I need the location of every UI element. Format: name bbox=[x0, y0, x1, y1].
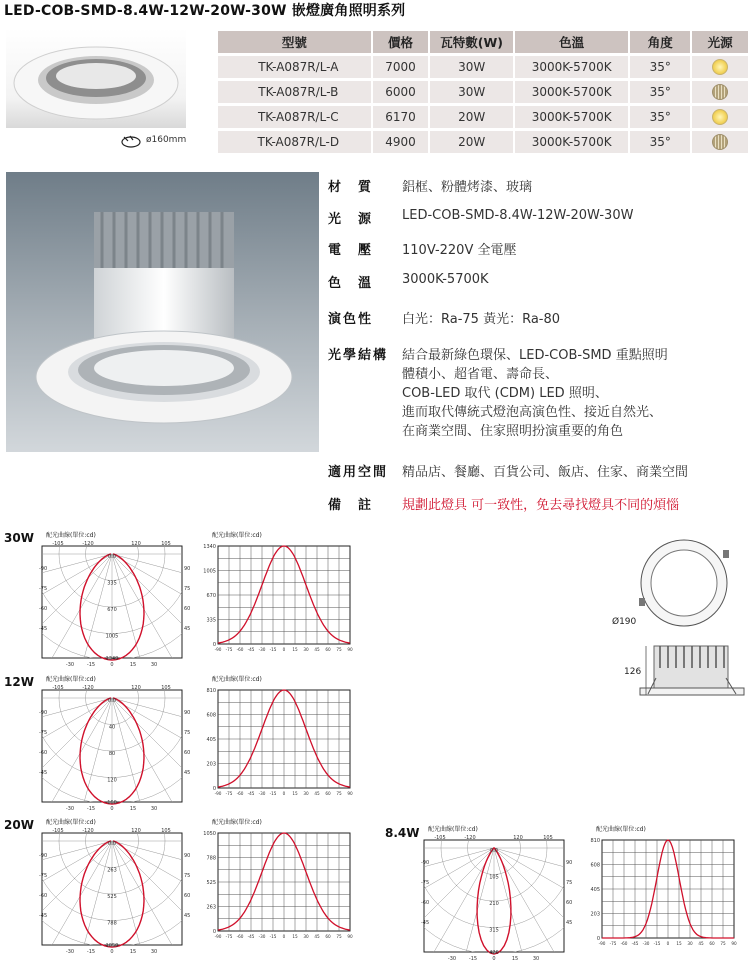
angle-tick-label: 60 bbox=[184, 606, 191, 612]
radial-tick-label: 40 bbox=[108, 724, 116, 731]
angle-tick-label: 120 bbox=[513, 835, 523, 841]
angle-tick-label: -120 bbox=[82, 828, 94, 834]
x-tick-label: -60 bbox=[236, 934, 244, 939]
angle-tick-label: -15 bbox=[86, 949, 96, 955]
angle-tick-label: 75 bbox=[184, 873, 191, 879]
angle-tick-label: -60 bbox=[39, 750, 48, 756]
cartesian-distribution-chart bbox=[582, 834, 744, 954]
cct-cell: 3000K-5700K bbox=[515, 131, 630, 153]
angle-tick-label: 60 bbox=[184, 893, 191, 899]
y-tick-label: 810 bbox=[206, 688, 216, 694]
property-value: 精品店、餐廳、百貨公司、飯店、住家、商業空間 bbox=[402, 465, 689, 480]
col-watt: 瓦特數(W) bbox=[430, 31, 515, 53]
property-value: 白光：Ra-75 黃光：Ra-80 bbox=[402, 312, 561, 327]
y-tick-label: 810 bbox=[590, 838, 600, 844]
x-tick-label: -45 bbox=[247, 647, 255, 652]
x-tick-label: -30 bbox=[258, 791, 266, 796]
x-tick-label: -90 bbox=[214, 934, 222, 939]
angle-tick-label: -30 bbox=[65, 949, 75, 955]
property-value: 規劃此燈具 可一致性，免去尋找燈具不同的煩惱 bbox=[402, 498, 680, 513]
radial-tick-label: 0.0 bbox=[108, 554, 116, 560]
radial-tick-label: 0.0 bbox=[490, 848, 498, 854]
source-cell bbox=[692, 106, 750, 128]
angle-tick-label: -15 bbox=[86, 806, 96, 812]
x-tick-label: -30 bbox=[258, 647, 266, 652]
y-tick-label: 788 bbox=[206, 855, 216, 862]
angle-tick-label: -75 bbox=[39, 873, 48, 879]
chart-caption: 配光曲線(單位:cd) bbox=[212, 676, 262, 683]
price-cell: 4900 bbox=[373, 131, 431, 153]
watt-cell: 30W bbox=[430, 56, 515, 78]
cartesian-distribution-chart bbox=[198, 827, 360, 947]
x-tick-label: 30 bbox=[303, 934, 309, 939]
spec-table bbox=[218, 28, 750, 156]
light-source-warm-icon bbox=[712, 59, 728, 75]
angle-tick-label: 0 bbox=[110, 949, 114, 955]
dimension-diameter: Ø190 bbox=[612, 617, 637, 627]
x-tick-label: -90 bbox=[214, 647, 222, 652]
table-row bbox=[218, 106, 750, 128]
x-tick-label: 90 bbox=[347, 647, 353, 652]
angle-tick-label: -30 bbox=[447, 956, 457, 960]
watt-cell: 30W bbox=[430, 81, 515, 103]
angle-tick-label: 105 bbox=[161, 541, 171, 547]
product-photo-front bbox=[6, 28, 186, 128]
angle-tick-label: 30 bbox=[150, 662, 158, 668]
angle-tick-label: 120 bbox=[131, 541, 141, 547]
angle-tick-label: -75 bbox=[39, 730, 48, 736]
col-price: 價格 bbox=[373, 31, 431, 53]
angle-tick-label: -90 bbox=[39, 710, 48, 716]
x-tick-label: 90 bbox=[347, 934, 353, 939]
x-tick-label: -30 bbox=[258, 934, 266, 939]
y-tick-label: 0 bbox=[212, 929, 216, 935]
price-cell: 6000 bbox=[373, 81, 431, 103]
col-model: 型號 bbox=[218, 31, 373, 53]
property-label: 適用空間 bbox=[328, 465, 389, 480]
radial-tick-label: 788 bbox=[107, 920, 117, 927]
x-tick-label: 60 bbox=[325, 934, 331, 939]
cartesian-distribution-chart bbox=[198, 684, 360, 804]
angle-tick-label: 75 bbox=[566, 880, 573, 886]
angle-tick-label: 45 bbox=[566, 920, 573, 926]
angle-tick-label: -45 bbox=[39, 913, 48, 919]
x-tick-label: 90 bbox=[347, 791, 353, 796]
angle-tick-label: 60 bbox=[184, 750, 191, 756]
polar-distribution-chart bbox=[36, 540, 196, 666]
y-tick-label: 0 bbox=[212, 642, 216, 648]
radial-tick-label: 210 bbox=[489, 901, 499, 907]
angle-tick-label: 75 bbox=[184, 730, 191, 736]
dimension-height: 126 bbox=[624, 667, 642, 677]
angle-tick-label: 120 bbox=[131, 828, 141, 834]
property-value: 進而取代傳統式燈泡高演色性、接近自然光、 bbox=[402, 405, 663, 420]
angle-tick-label: 105 bbox=[543, 835, 553, 841]
chart-caption: 配光曲線(單位:cd) bbox=[46, 532, 96, 539]
angle-tick-label: 90 bbox=[184, 853, 191, 859]
radial-tick-label: 315 bbox=[489, 927, 499, 934]
angle-tick-label: 0 bbox=[110, 662, 114, 668]
page-title: LED-COB-SMD-8.4W-12W-20W-30W 嵌燈廣角照明系列 bbox=[4, 3, 406, 19]
angle-tick-label: -105 bbox=[52, 828, 64, 834]
x-tick-label: 15 bbox=[292, 934, 298, 939]
radial-tick-label: 120 bbox=[107, 777, 117, 784]
x-tick-label: 60 bbox=[709, 941, 715, 946]
angle-tick-label: -45 bbox=[421, 920, 430, 926]
angle-cell: 35° bbox=[630, 56, 692, 78]
property-value: 結合最新綠色環保、LED-COB-SMD 重點照明 bbox=[402, 348, 668, 363]
y-tick-label: 670 bbox=[206, 593, 216, 599]
x-tick-label: 0 bbox=[282, 647, 286, 652]
x-tick-label: -15 bbox=[269, 647, 277, 652]
chart-wattage-label: 8.4W bbox=[385, 826, 420, 840]
price-cell: 6170 bbox=[373, 106, 431, 128]
x-tick-label: 0 bbox=[282, 934, 286, 939]
chart-caption: 配光曲線(單位:cd) bbox=[428, 826, 478, 833]
radial-tick-label: 670 bbox=[107, 607, 117, 613]
x-tick-label: 15 bbox=[292, 791, 298, 796]
property-value: LED-COB-SMD-8.4W-12W-20W-30W bbox=[402, 208, 634, 223]
angle-tick-label: 75 bbox=[184, 586, 191, 592]
chart-wattage-label: 20W bbox=[4, 818, 34, 832]
angle-tick-label: -90 bbox=[39, 853, 48, 859]
chart-caption: 配光曲線(單位:cd) bbox=[46, 819, 96, 826]
x-tick-label: -60 bbox=[236, 647, 244, 652]
angle-tick-label: 90 bbox=[184, 710, 191, 716]
chart-caption: 配光曲線(單位:cd) bbox=[212, 532, 262, 539]
angle-tick-label: -30 bbox=[65, 662, 75, 668]
x-tick-label: 30 bbox=[303, 647, 309, 652]
y-tick-label: 203 bbox=[206, 761, 216, 768]
angle-tick-label: -105 bbox=[52, 541, 64, 547]
angle-tick-label: -75 bbox=[39, 586, 48, 592]
property-label: 材 質 bbox=[328, 180, 374, 195]
cct-cell: 3000K-5700K bbox=[515, 81, 630, 103]
angle-tick-label: 45 bbox=[184, 770, 191, 776]
price-cell: 7000 bbox=[373, 56, 431, 78]
y-tick-label: 608 bbox=[206, 712, 216, 719]
source-cell bbox=[692, 81, 750, 103]
angle-tick-label: 30 bbox=[150, 949, 158, 955]
x-tick-label: -60 bbox=[236, 791, 244, 796]
angle-tick-label: -45 bbox=[39, 626, 48, 632]
x-tick-label: 60 bbox=[325, 647, 331, 652]
x-tick-label: 75 bbox=[336, 791, 342, 796]
x-tick-label: 30 bbox=[687, 941, 693, 946]
property-value: 110V-220V 全電壓 bbox=[402, 243, 517, 258]
angle-cell: 35° bbox=[630, 131, 692, 153]
y-tick-label: 608 bbox=[590, 862, 600, 869]
y-tick-label: 335 bbox=[206, 617, 216, 624]
angle-tick-label: 45 bbox=[184, 913, 191, 919]
x-tick-label: -90 bbox=[598, 941, 606, 946]
model-cell: TK-A087R/L-D bbox=[218, 131, 373, 153]
x-tick-label: -45 bbox=[247, 791, 255, 796]
angle-tick-label: -60 bbox=[39, 606, 48, 612]
property-label: 光學結構 bbox=[328, 348, 389, 363]
chart-caption: 配光曲線(單位:cd) bbox=[212, 819, 262, 826]
radial-tick-label: 420 bbox=[489, 950, 499, 956]
x-tick-label: 30 bbox=[303, 791, 309, 796]
chart-wattage-label: 30W bbox=[4, 531, 34, 545]
radial-tick-label: 1050 bbox=[105, 943, 119, 949]
source-cell bbox=[692, 131, 750, 153]
angle-tick-label: 45 bbox=[184, 626, 191, 632]
y-tick-label: 0 bbox=[212, 786, 216, 792]
light-source-cool-icon bbox=[712, 134, 728, 150]
radial-tick-label: 0.0 bbox=[108, 841, 116, 847]
x-tick-label: -15 bbox=[269, 934, 277, 939]
table-row bbox=[218, 56, 750, 78]
y-tick-label: 263 bbox=[206, 904, 216, 911]
y-tick-label: 1340 bbox=[203, 544, 216, 550]
cartesian-distribution-chart bbox=[198, 540, 360, 660]
angle-tick-label: 30 bbox=[532, 956, 540, 960]
x-tick-label: 0 bbox=[666, 941, 670, 946]
light-source-cool-icon bbox=[712, 84, 728, 100]
property-value: 體積小、超省電、壽命長、 bbox=[402, 367, 559, 382]
x-tick-label: -75 bbox=[609, 941, 617, 946]
angle-tick-label: 60 bbox=[566, 900, 573, 906]
angle-tick-label: 15 bbox=[129, 662, 137, 668]
property-label: 電 壓 bbox=[328, 243, 374, 258]
cct-cell: 3000K-5700K bbox=[515, 56, 630, 78]
property-label: 色 溫 bbox=[328, 276, 374, 291]
side-view bbox=[640, 646, 744, 695]
x-tick-label: 15 bbox=[676, 941, 682, 946]
chart-caption: 配光曲線(單位:cd) bbox=[596, 826, 646, 833]
angle-cell: 35° bbox=[630, 106, 692, 128]
x-tick-label: 90 bbox=[731, 941, 737, 946]
x-tick-label: -45 bbox=[247, 934, 255, 939]
angle-tick-label: -120 bbox=[82, 685, 94, 691]
x-tick-label: 60 bbox=[325, 791, 331, 796]
angle-tick-label: 15 bbox=[511, 956, 519, 960]
angle-cell: 35° bbox=[630, 81, 692, 103]
x-tick-label: 75 bbox=[720, 941, 726, 946]
x-tick-label: -60 bbox=[620, 941, 628, 946]
radial-tick-label: 335 bbox=[107, 580, 117, 587]
model-cell: TK-A087R/L-A bbox=[218, 56, 373, 78]
x-tick-label: -15 bbox=[653, 941, 661, 946]
top-view-ring bbox=[639, 540, 729, 626]
radial-tick-label: 0.0 bbox=[108, 698, 116, 704]
model-cell: TK-A087R/L-C bbox=[218, 106, 373, 128]
radial-tick-label: 1340 bbox=[105, 656, 119, 662]
watt-cell: 20W bbox=[430, 106, 515, 128]
polar-distribution-chart bbox=[36, 684, 196, 810]
angle-tick-label: -90 bbox=[39, 566, 48, 572]
x-tick-label: 0 bbox=[282, 791, 286, 796]
angle-tick-label: 15 bbox=[129, 806, 137, 812]
property-label: 光 源 bbox=[328, 212, 374, 227]
x-tick-label: 75 bbox=[336, 647, 342, 652]
x-tick-label: -15 bbox=[269, 791, 277, 796]
light-source-warm-icon bbox=[712, 109, 728, 125]
angle-tick-label: -60 bbox=[421, 900, 430, 906]
x-tick-label: 45 bbox=[314, 647, 320, 652]
angle-tick-label: 15 bbox=[129, 949, 137, 955]
x-tick-label: -45 bbox=[631, 941, 639, 946]
x-tick-label: -30 bbox=[642, 941, 650, 946]
property-value: COB-LED 取代 (CDM) LED 照明、 bbox=[402, 386, 608, 401]
polar-distribution-chart bbox=[36, 827, 196, 953]
product-photo-main bbox=[6, 172, 319, 452]
dimension-drawing bbox=[600, 528, 748, 748]
col-angle: 角度 bbox=[630, 31, 692, 53]
property-label: 備 註 bbox=[328, 498, 374, 513]
y-tick-label: 1050 bbox=[203, 831, 216, 837]
polar-distribution-chart bbox=[418, 834, 578, 960]
y-tick-label: 1005 bbox=[203, 568, 216, 575]
table-row bbox=[218, 131, 750, 153]
spec-table-header bbox=[218, 31, 750, 53]
angle-tick-label: -45 bbox=[39, 770, 48, 776]
y-tick-label: 0 bbox=[596, 936, 600, 942]
radial-tick-label: 160 bbox=[107, 800, 117, 806]
radial-tick-label: 1005 bbox=[105, 633, 119, 640]
radial-tick-label: 525 bbox=[107, 894, 117, 900]
angle-tick-label: -105 bbox=[434, 835, 446, 841]
angle-tick-label: 30 bbox=[150, 806, 158, 812]
model-cell: TK-A087R/L-B bbox=[218, 81, 373, 103]
col-cct: 色溫 bbox=[515, 31, 630, 53]
property-value: 鋁框、粉體烤漆、玻璃 bbox=[402, 180, 533, 195]
x-tick-label: 45 bbox=[314, 934, 320, 939]
watt-cell: 20W bbox=[430, 131, 515, 153]
property-label: 演色性 bbox=[328, 312, 374, 327]
x-tick-label: 75 bbox=[336, 934, 342, 939]
radial-tick-label: 105 bbox=[489, 874, 499, 881]
x-tick-label: -75 bbox=[225, 647, 233, 652]
angle-tick-label: 0 bbox=[110, 806, 114, 812]
x-tick-label: 45 bbox=[698, 941, 704, 946]
table-row bbox=[218, 81, 750, 103]
angle-tick-label: 90 bbox=[566, 860, 573, 866]
y-tick-label: 405 bbox=[206, 737, 216, 743]
property-value: 3000K-5700K bbox=[402, 272, 489, 287]
x-tick-label: -75 bbox=[225, 934, 233, 939]
cut-hole-icon bbox=[120, 133, 142, 149]
y-tick-label: 525 bbox=[206, 880, 216, 886]
x-tick-label: -90 bbox=[214, 791, 222, 796]
property-value: 在商業空間、住家照明扮演重要的角色 bbox=[402, 424, 624, 439]
radial-tick-label: 263 bbox=[107, 867, 117, 874]
angle-tick-label: -120 bbox=[82, 541, 94, 547]
y-tick-label: 203 bbox=[590, 911, 600, 918]
x-tick-label: -75 bbox=[225, 791, 233, 796]
angle-tick-label: -90 bbox=[421, 860, 430, 866]
angle-tick-label: -75 bbox=[421, 880, 430, 886]
angle-tick-label: -120 bbox=[464, 835, 476, 841]
x-tick-label: 15 bbox=[292, 647, 298, 652]
x-tick-label: 45 bbox=[314, 791, 320, 796]
angle-tick-label: -30 bbox=[65, 806, 75, 812]
source-cell bbox=[692, 56, 750, 78]
chart-wattage-label: 12W bbox=[4, 675, 34, 689]
angle-tick-label: 105 bbox=[161, 828, 171, 834]
angle-tick-label: 90 bbox=[184, 566, 191, 572]
radial-tick-label: 80 bbox=[108, 751, 116, 757]
cutout-size: ø160mm bbox=[146, 135, 187, 145]
angle-tick-label: 105 bbox=[161, 685, 171, 691]
chart-caption: 配光曲線(單位:cd) bbox=[46, 676, 96, 683]
y-tick-label: 405 bbox=[590, 887, 600, 893]
angle-tick-label: -15 bbox=[86, 662, 96, 668]
angle-tick-label: -105 bbox=[52, 685, 64, 691]
angle-tick-label: 0 bbox=[492, 956, 496, 960]
angle-tick-label: -60 bbox=[39, 893, 48, 899]
angle-tick-label: 120 bbox=[131, 685, 141, 691]
col-source: 光源 bbox=[692, 31, 750, 53]
cct-cell: 3000K-5700K bbox=[515, 106, 630, 128]
angle-tick-label: -15 bbox=[468, 956, 478, 960]
